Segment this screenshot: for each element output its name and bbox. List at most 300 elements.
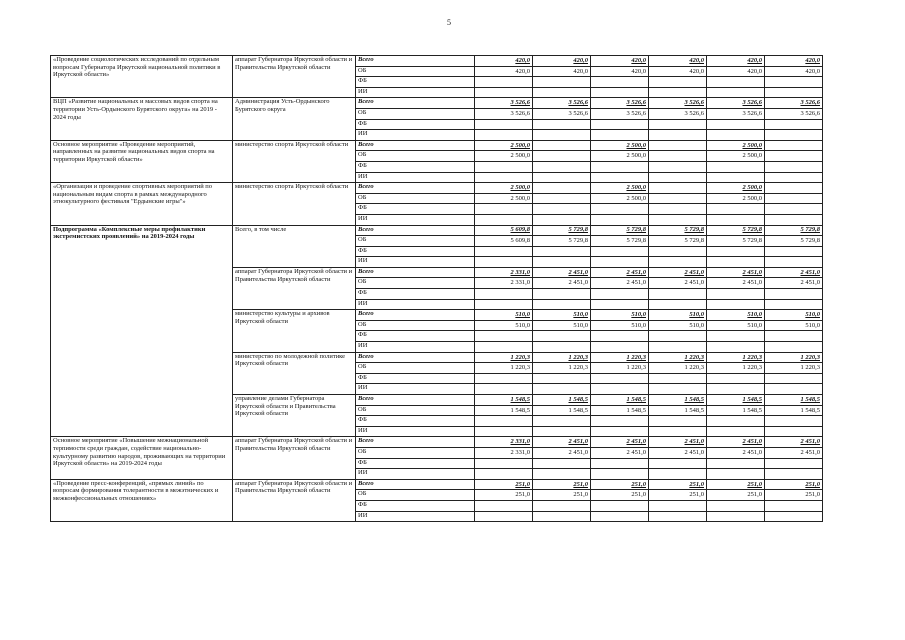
funding-source-cell: ИИ [356,469,475,480]
amount-cell [533,426,591,437]
funding-source-cell: ФБ [356,119,475,130]
amount-cell [765,246,823,257]
amount-cell: 2 451,0 [765,278,823,289]
executor-cell: министерство спорта Иркутской области [233,183,356,225]
amount-cell [707,246,765,257]
amount-cell [765,299,823,310]
page-number: 5 [447,18,451,27]
amount-cell [707,511,765,522]
amount-cell: 2 451,0 [765,447,823,458]
funding-source-cell: Всего [356,479,475,490]
amount-cell [649,246,707,257]
amount-cell: 251,0 [533,490,591,501]
amount-cell: 2 500,0 [591,140,649,151]
amount-cell [707,77,765,88]
amount-cell: 420,0 [765,56,823,67]
amount-cell: 420,0 [707,56,765,67]
amount-cell: 2 451,0 [649,278,707,289]
amount-cell: 2 331,0 [475,437,533,448]
amount-cell [649,384,707,395]
amount-cell [707,204,765,215]
amount-cell: 2 500,0 [475,140,533,151]
amount-cell: 2 451,0 [591,278,649,289]
amount-cell: 510,0 [707,310,765,321]
funding-source-cell: Всего [356,437,475,448]
amount-cell [591,426,649,437]
funding-source-cell: ОБ [356,490,475,501]
activity-name-cell: «Проведение пресс-конференций, «прямых линий» по вопросам формирования толерантности в межэтнических и межконфессиональных отношениях» [51,479,233,521]
executor-cell: Администрация Усть-Ордынского Бурятского округа [233,98,356,140]
amount-cell: 2 451,0 [533,447,591,458]
amount-cell: 3 526,6 [707,108,765,119]
amount-cell [765,77,823,88]
activity-name-cell: ВЦП «Развитие национальных и массовых видов спорта на территории Усть-Ордынского Бурятского округа» на 2019 - 2024 годы [51,98,233,140]
amount-cell: 3 526,6 [591,108,649,119]
amount-cell [765,426,823,437]
funding-source-cell: ФБ [356,331,475,342]
amount-cell: 2 500,0 [707,193,765,204]
amount-cell: 2 500,0 [707,151,765,162]
amount-cell [591,511,649,522]
amount-cell: 251,0 [475,479,533,490]
amount-cell [533,500,591,511]
amount-cell [649,289,707,300]
amount-cell [649,458,707,469]
amount-cell [533,373,591,384]
budget-table [50,55,823,522]
amount-cell [475,469,533,480]
amount-cell [591,342,649,353]
amount-cell: 5 729,8 [765,236,823,247]
funding-source-cell: ИИ [356,257,475,268]
amount-cell [649,416,707,427]
amount-cell [591,77,649,88]
executor-cell: аппарат Губернатора Иркутской области и Правительства Иркутской области [233,437,356,479]
amount-cell [649,469,707,480]
amount-cell [591,119,649,130]
table-body [51,56,823,522]
amount-cell: 510,0 [475,320,533,331]
funding-source-cell: Всего [356,267,475,278]
amount-cell: 2 500,0 [707,140,765,151]
funding-source-cell: ОБ [356,66,475,77]
amount-cell [591,384,649,395]
amount-cell: 5 729,8 [649,225,707,236]
funding-source-cell: ИИ [356,384,475,395]
amount-cell [765,140,823,151]
funding-source-cell: Всего [356,225,475,236]
amount-cell [533,151,591,162]
amount-cell: 5 729,8 [533,225,591,236]
amount-cell [765,130,823,141]
amount-cell [765,373,823,384]
amount-cell [533,257,591,268]
amount-cell [707,299,765,310]
amount-cell [649,140,707,151]
funding-source-cell: Всего [356,310,475,321]
amount-cell: 3 526,6 [591,98,649,109]
amount-cell: 2 451,0 [707,278,765,289]
executor-cell: аппарат Губернатора Иркутской области и Правительства Иркутской области [233,267,356,309]
amount-cell [475,289,533,300]
funding-source-cell: ФБ [356,246,475,257]
amount-cell [533,140,591,151]
amount-cell: 2 500,0 [475,183,533,194]
funding-source-cell: ИИ [356,130,475,141]
funding-source-cell: ОБ [356,151,475,162]
amount-cell [475,214,533,225]
amount-cell: 1 548,5 [765,395,823,406]
amount-cell: 2 451,0 [591,267,649,278]
amount-cell [707,87,765,98]
amount-cell: 2 451,0 [707,437,765,448]
amount-cell [707,384,765,395]
amount-cell [649,151,707,162]
amount-cell: 1 220,3 [533,363,591,374]
amount-cell [765,161,823,172]
amount-cell [533,204,591,215]
amount-cell [475,511,533,522]
amount-cell: 510,0 [591,310,649,321]
amount-cell: 3 526,6 [765,108,823,119]
amount-cell [591,469,649,480]
amount-cell: 420,0 [533,56,591,67]
amount-cell [475,257,533,268]
amount-cell: 510,0 [707,320,765,331]
amount-cell [475,204,533,215]
amount-cell: 1 220,3 [649,352,707,363]
amount-cell: 420,0 [649,66,707,77]
amount-cell: 510,0 [765,320,823,331]
executor-cell: аппарат Губернатора Иркутской области и Правительства Иркутской области [233,56,356,98]
executor-cell: министерство спорта Иркутской области [233,140,356,182]
amount-cell: 2 500,0 [591,193,649,204]
amount-cell: 420,0 [591,66,649,77]
amount-cell: 420,0 [475,66,533,77]
amount-cell: 510,0 [649,310,707,321]
amount-cell [533,342,591,353]
amount-cell [649,204,707,215]
amount-cell: 510,0 [591,320,649,331]
amount-cell [475,172,533,183]
amount-cell [475,130,533,141]
funding-source-cell: Всего [356,140,475,151]
funding-source-cell: ОБ [356,405,475,416]
amount-cell [475,500,533,511]
amount-cell: 1 220,3 [707,352,765,363]
table-row [51,479,823,490]
amount-cell [533,331,591,342]
amount-cell: 1 220,3 [591,352,649,363]
funding-source-cell: ОБ [356,320,475,331]
amount-cell: 1 548,5 [707,405,765,416]
amount-cell [707,500,765,511]
amount-cell [649,373,707,384]
activity-name-cell: «Проведение социологических исследований по отдельным вопросам Губернатора Иркутской национальной политики в Иркутской области» [51,56,233,98]
amount-cell [707,214,765,225]
funding-source-cell: ФБ [356,204,475,215]
amount-cell [707,342,765,353]
amount-cell: 1 220,3 [707,363,765,374]
amount-cell: 2 500,0 [707,183,765,194]
amount-cell [475,384,533,395]
funding-source-cell: Всего [356,183,475,194]
amount-cell [591,204,649,215]
amount-cell: 1 548,5 [533,395,591,406]
amount-cell: 2 451,0 [649,437,707,448]
amount-cell: 251,0 [649,490,707,501]
amount-cell [533,77,591,88]
funding-source-cell: ОБ [356,193,475,204]
amount-cell [649,183,707,194]
amount-cell: 510,0 [533,310,591,321]
amount-cell: 510,0 [533,320,591,331]
funding-source-cell: Всего [356,352,475,363]
amount-cell: 5 729,8 [707,236,765,247]
activity-name-cell: «Организация и проведение спортивных мероприятий по национальным видам спорта в рамках международного этнокультурного фестиваля "Ердынские игры"» [51,183,233,225]
amount-cell [591,214,649,225]
amount-cell [765,257,823,268]
amount-cell: 3 526,6 [533,98,591,109]
amount-cell [533,119,591,130]
activity-name-cell: Подпрограмма «Комплексные меры профилактики экстремистских проявлений» на 2019-2024 годы [51,225,233,437]
amount-cell: 5 609,8 [475,236,533,247]
amount-cell [649,342,707,353]
table-row [51,437,823,448]
amount-cell [765,342,823,353]
amount-cell [475,426,533,437]
amount-cell: 2 451,0 [649,267,707,278]
amount-cell: 510,0 [649,320,707,331]
amount-cell [533,384,591,395]
executor-cell: министерство культуры и архивов Иркутской области [233,310,356,352]
amount-cell [475,416,533,427]
amount-cell: 251,0 [765,479,823,490]
funding-source-cell: Всего [356,395,475,406]
amount-cell: 5 609,8 [475,225,533,236]
amount-cell [533,183,591,194]
amount-cell: 1 220,3 [591,363,649,374]
amount-cell: 420,0 [475,56,533,67]
amount-cell [533,172,591,183]
amount-cell: 2 500,0 [475,193,533,204]
funding-source-cell: ИИ [356,511,475,522]
amount-cell: 5 729,8 [765,225,823,236]
amount-cell [475,331,533,342]
amount-cell [649,161,707,172]
amount-cell [533,214,591,225]
amount-cell: 251,0 [591,490,649,501]
amount-cell [591,172,649,183]
amount-cell: 1 548,5 [533,405,591,416]
amount-cell [707,289,765,300]
amount-cell [591,373,649,384]
amount-cell [649,193,707,204]
amount-cell [765,183,823,194]
amount-cell: 1 548,5 [765,405,823,416]
amount-cell [533,469,591,480]
amount-cell [707,426,765,437]
amount-cell [475,161,533,172]
amount-cell: 251,0 [707,490,765,501]
funding-source-cell: ОБ [356,447,475,458]
amount-cell [649,77,707,88]
amount-cell [765,289,823,300]
amount-cell: 1 548,5 [475,405,533,416]
executor-cell: Всего, в том числе [233,225,356,267]
amount-cell: 2 451,0 [533,437,591,448]
funding-source-cell: ИИ [356,172,475,183]
amount-cell: 3 526,6 [765,98,823,109]
funding-source-cell: ФБ [356,289,475,300]
funding-source-cell: ОБ [356,363,475,374]
amount-cell: 1 220,3 [765,352,823,363]
amount-cell: 3 526,6 [649,98,707,109]
amount-cell: 2 451,0 [707,267,765,278]
amount-cell [591,416,649,427]
executor-cell: аппарат Губернатора Иркутской области и Правительства Иркутской области [233,479,356,521]
amount-cell [591,458,649,469]
amount-cell: 1 548,5 [649,405,707,416]
amount-cell: 251,0 [475,490,533,501]
amount-cell [765,511,823,522]
amount-cell [533,511,591,522]
amount-cell [707,161,765,172]
amount-cell: 2 500,0 [475,151,533,162]
amount-cell: 1 220,3 [475,352,533,363]
amount-cell [475,119,533,130]
amount-cell [707,458,765,469]
funding-source-cell: ФБ [356,416,475,427]
amount-cell [591,289,649,300]
amount-cell [649,511,707,522]
amount-cell [591,331,649,342]
amount-cell: 420,0 [533,66,591,77]
amount-cell: 5 729,8 [533,236,591,247]
amount-cell [533,87,591,98]
funding-source-cell: ИИ [356,342,475,353]
amount-cell: 3 526,6 [707,98,765,109]
amount-cell [475,299,533,310]
amount-cell [765,469,823,480]
amount-cell [707,130,765,141]
amount-cell [533,161,591,172]
amount-cell: 2 451,0 [707,447,765,458]
amount-cell [707,172,765,183]
amount-cell [533,130,591,141]
amount-cell [765,87,823,98]
funding-source-cell: ОБ [356,278,475,289]
amount-cell [475,77,533,88]
funding-source-cell: Всего [356,56,475,67]
amount-cell: 3 526,6 [649,108,707,119]
amount-cell [765,119,823,130]
amount-cell [591,161,649,172]
amount-cell: 510,0 [765,310,823,321]
amount-cell: 5 729,8 [707,225,765,236]
amount-cell [649,426,707,437]
amount-cell [707,416,765,427]
funding-source-cell: ИИ [356,299,475,310]
amount-cell: 2 451,0 [533,267,591,278]
amount-cell: 1 548,5 [591,395,649,406]
activity-name-cell: Основное мероприятие «Проведение мероприятий, направленных на развитие национальных видов спорта на территории Иркутской области» [51,140,233,182]
amount-cell [533,299,591,310]
amount-cell [649,119,707,130]
amount-cell [591,87,649,98]
amount-cell [765,331,823,342]
amount-cell: 2 331,0 [475,278,533,289]
amount-cell [591,246,649,257]
amount-cell [533,458,591,469]
amount-cell [765,172,823,183]
amount-cell [765,193,823,204]
amount-cell: 2 331,0 [475,267,533,278]
amount-cell [765,500,823,511]
amount-cell: 1 548,5 [707,395,765,406]
amount-cell: 1 548,5 [591,405,649,416]
amount-cell [475,246,533,257]
amount-cell [475,373,533,384]
amount-cell [591,130,649,141]
amount-cell: 3 526,6 [533,108,591,119]
amount-cell: 1 220,3 [649,363,707,374]
amount-cell: 1 220,3 [533,352,591,363]
amount-cell [707,119,765,130]
amount-cell: 5 729,8 [591,225,649,236]
amount-cell [649,130,707,141]
funding-source-cell: ИИ [356,214,475,225]
table-row [51,98,823,109]
amount-cell [649,299,707,310]
funding-source-cell: Всего [356,98,475,109]
amount-cell [707,331,765,342]
amount-cell: 2 451,0 [765,267,823,278]
amount-cell: 1 220,3 [475,363,533,374]
amount-cell: 251,0 [765,490,823,501]
table-row [51,140,823,151]
funding-source-cell: ФБ [356,77,475,88]
amount-cell [765,214,823,225]
amount-cell [591,500,649,511]
funding-source-cell: ИИ [356,87,475,98]
amount-cell: 420,0 [591,56,649,67]
amount-cell: 251,0 [707,479,765,490]
table-row [51,225,823,236]
amount-cell: 510,0 [475,310,533,321]
amount-cell: 1 220,3 [765,363,823,374]
amount-cell [765,204,823,215]
amount-cell [475,342,533,353]
amount-cell: 420,0 [649,56,707,67]
amount-cell [533,246,591,257]
amount-cell [707,257,765,268]
amount-cell: 2 451,0 [591,437,649,448]
amount-cell [533,416,591,427]
activity-name-cell: Основное мероприятие «Повышение межнациональной терпимости среди граждан, содействие национально-культурному развитию народов, проживающих на территории Иркутской области» на 2019-2024 годы [51,437,233,479]
amount-cell: 3 526,6 [475,98,533,109]
amount-cell [591,257,649,268]
amount-cell [765,151,823,162]
amount-cell [475,458,533,469]
amount-cell: 2 451,0 [591,447,649,458]
amount-cell: 251,0 [591,479,649,490]
funding-source-cell: ОБ [356,236,475,247]
funding-source-cell: ФБ [356,458,475,469]
amount-cell: 3 526,6 [475,108,533,119]
amount-cell [707,469,765,480]
funding-source-cell: ФБ [356,373,475,384]
